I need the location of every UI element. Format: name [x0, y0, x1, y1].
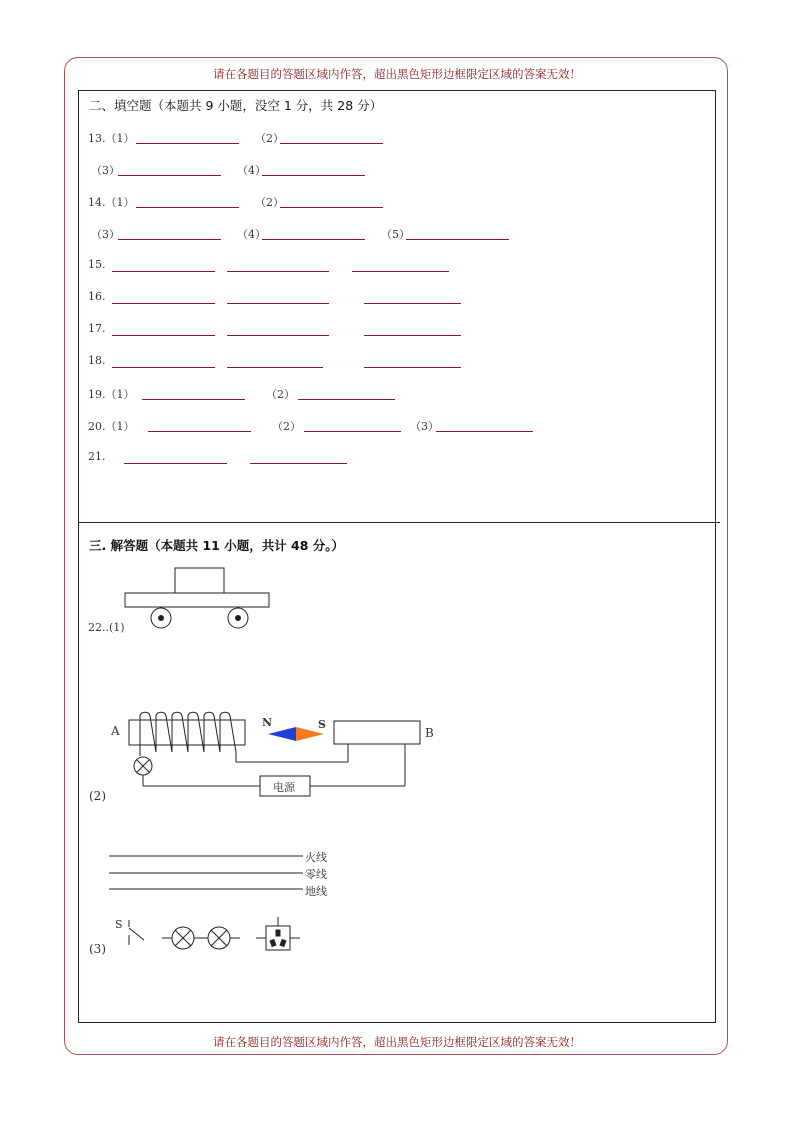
- q13-1-label: 13.（1）: [88, 132, 135, 145]
- ground-wire-label: 地线: [305, 885, 327, 898]
- socket-pin-right: [280, 939, 286, 946]
- q14-2-label: （2）: [255, 196, 284, 209]
- q13-3-label: （3）: [91, 164, 120, 177]
- q14-1-label: 14.（1）: [88, 196, 135, 209]
- switch-blade: [129, 928, 144, 940]
- section3-title: 三. 解答题（本题共 11 小题，共计 48 分。）: [89, 538, 345, 553]
- q20-1-label: 20.（1）: [88, 420, 135, 433]
- switch-label: S: [115, 918, 123, 931]
- needle-s-label: S: [318, 718, 326, 731]
- q14-4-label: （4）: [237, 228, 266, 241]
- q21-label: 21.: [88, 450, 106, 463]
- q17-label: 17.: [88, 322, 106, 335]
- q22-part1-label: 22..(1): [88, 621, 125, 634]
- q16-label: 16.: [88, 290, 106, 303]
- q14-3-label: （3）: [91, 228, 120, 241]
- needle-n-half: [268, 727, 296, 741]
- section2-title: 二、填空题（本题共 9 小题，没空 1 分，共 28 分）: [89, 98, 383, 113]
- q19-2-label: （2）: [266, 388, 295, 401]
- neutral-wire-label: 零线: [305, 868, 327, 881]
- cart-axle-left: [159, 616, 164, 621]
- q19-1-label: 19.（1）: [88, 388, 135, 401]
- cart-diagram: [125, 568, 269, 628]
- end-a-label: A: [111, 724, 120, 738]
- q18-label: 18.: [88, 354, 106, 367]
- q22-part3-label: (3): [89, 942, 106, 956]
- q13-4-label: （4）: [237, 164, 266, 177]
- needle-n-label: N: [262, 716, 273, 729]
- iron-core-a: [129, 720, 245, 745]
- coil-winding: [140, 712, 236, 752]
- q14-5-label: （5）: [381, 228, 410, 241]
- top-notice: 请在各题目的答题区域内作答，超出黑色矩形边框限定区域的答案无效！: [213, 67, 581, 81]
- q13-2-label: （2）: [255, 132, 284, 145]
- end-b-label: B: [425, 726, 434, 740]
- cart-block: [175, 568, 224, 593]
- live-wire-label: 火线: [305, 851, 327, 864]
- q22-part2-label: (2): [89, 789, 106, 803]
- q20-2-label: （2）: [272, 420, 301, 433]
- cart-axle-right: [236, 616, 241, 621]
- socket-pin-top: [276, 930, 280, 936]
- magnet-b: [334, 721, 420, 744]
- cart-body: [125, 593, 269, 607]
- q15-label: 15.: [88, 258, 106, 271]
- q20-3-label: （3）: [410, 420, 439, 433]
- power-source-label: 电源: [273, 781, 295, 794]
- socket-pin-left: [270, 939, 276, 946]
- bottom-notice: 请在各题目的答题区域内作答，超出黑色矩形边框限定区域的答案无效！: [213, 1035, 581, 1049]
- household-circuit: [109, 856, 303, 950]
